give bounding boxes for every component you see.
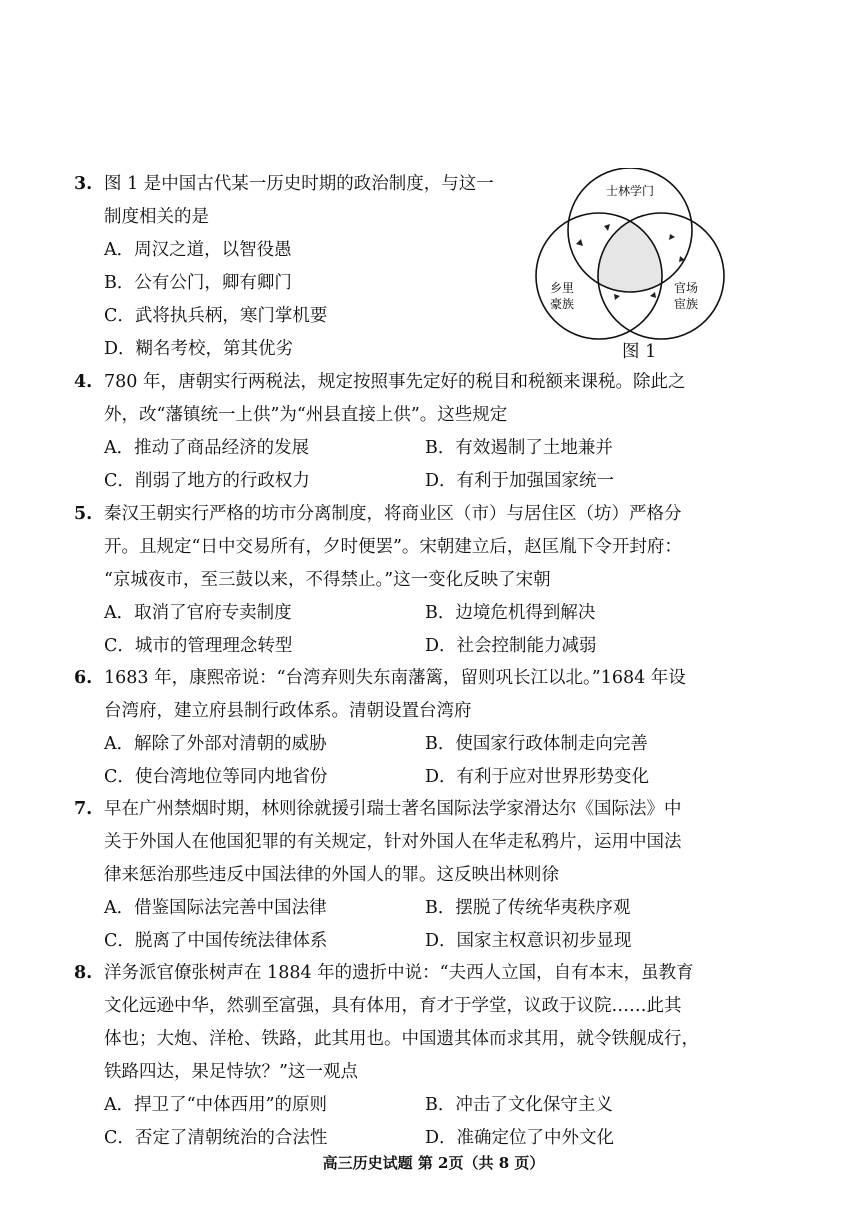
question-stem-line: 文化远逊中华，然驯至富强，具有体用，育才于学堂，议政于议院……此其	[104, 996, 682, 1016]
option-b[interactable]: B．公有公门，卿有卿门	[104, 273, 292, 293]
question-stem-line: 铁路四达，果足恃欤？”这一观点	[104, 1062, 358, 1082]
option-c[interactable]: C．武将执兵柄，寒门掌机要	[104, 306, 328, 326]
option-c[interactable]: C．削弱了地方的行政权力	[104, 471, 310, 491]
option-b[interactable]: B．边境危机得到解决	[425, 603, 596, 623]
question-4	[76, 366, 746, 498]
venn-diagram	[530, 168, 730, 363]
option-d[interactable]: D．准确定位了中外文化	[425, 1128, 615, 1148]
question-number: 4.	[74, 372, 93, 392]
option-d[interactable]: D．国家主权意识初步显现	[425, 931, 632, 951]
question-number: 5.	[74, 504, 93, 524]
option-c[interactable]: C．使台湾地位等同内地省份	[104, 767, 328, 787]
question-stem-line: 台湾府，建立府县制行政体系。清朝设置台湾府	[104, 701, 472, 721]
label-right-1: 官场	[673, 281, 699, 295]
option-a[interactable]: A．周汉之道，以智役愚	[104, 240, 292, 260]
question-stem-line: 体也；大炮、洋枪、铁路，此其用也。中国遗其体而求其用，就令铁舰成行，	[104, 1029, 699, 1049]
option-c[interactable]: C．否定了清朝统治的合法性	[104, 1128, 328, 1148]
question-7	[76, 793, 746, 958]
question-stem-line: 图 1 是中国古代某一历史时期的政治制度，与这一	[104, 174, 494, 194]
option-a[interactable]: A．借鉴国际法完善中国法律	[104, 898, 327, 918]
question-stem-line: 1683 年，康熙帝说：“台湾弃则失东南藩篱，留则巩长江以北。”1684 年设	[104, 668, 686, 688]
question-stem-line: 制度相关的是	[104, 207, 209, 227]
venn-diagram-svg	[530, 168, 730, 340]
option-d[interactable]: D．社会控制能力减弱	[425, 636, 597, 656]
option-c[interactable]: C．城市的管理理念转型	[104, 636, 293, 656]
label-right-2: 宦族	[673, 297, 699, 311]
page-footer: 高三历史试题 第 2页（共 8 页）	[322, 1154, 545, 1172]
question-stem-line: 洋务派官僚张树声在 1884 年的遗折中说：“夫西人立国，自有本末，虽教育	[104, 963, 694, 983]
label-left-2: 豪族	[549, 297, 575, 311]
question-stem-line: 关于外国人在他国犯罪的有关规定，针对外国人在华走私鸦片，运用中国法	[104, 832, 682, 852]
question-stem-line: “京城夜市，至三鼓以来，不得禁止。”这一变化反映了宋朝	[104, 570, 551, 590]
figure-caption: 图 1	[622, 342, 657, 362]
option-d[interactable]: D．糊名考校，第其优劣	[104, 339, 294, 359]
option-a[interactable]: A．推动了商品经济的发展	[104, 438, 310, 458]
question-stem-line: 开。且规定“日中交易所有，夕时便罢”。宋朝建立后，赵匡胤下令开封府：	[104, 537, 682, 557]
option-b[interactable]: B．有效遏制了土地兼并	[425, 438, 613, 458]
label-left-1: 乡里	[549, 281, 575, 295]
question-3	[76, 168, 536, 366]
option-a[interactable]: A．取消了官府专卖制度	[104, 603, 292, 623]
option-b[interactable]: B．冲击了文化保守主义	[425, 1095, 613, 1115]
question-stem-line: 外，改“藩镇统一上供”为“州县直接上供”。这些规定	[104, 405, 508, 425]
option-d[interactable]: D．有利于加强国家统一	[425, 471, 615, 491]
option-d[interactable]: D．有利于应对世界形势变化	[425, 767, 650, 787]
question-8	[76, 957, 746, 1155]
question-number: 3.	[74, 174, 93, 194]
question-5	[76, 498, 746, 663]
label-top: 士林学门	[605, 184, 655, 198]
option-c[interactable]: C．脱离了中国传统法律体系	[104, 931, 328, 951]
option-b[interactable]: B．摆脱了传统华夷秩序观	[425, 898, 631, 918]
question-stem-line: 秦汉王朝实行严格的坊市分离制度，将商业区（市）与居住区（坊）严格分	[104, 504, 682, 524]
question-6	[76, 662, 746, 794]
option-b[interactable]: B．使国家行政体制走向完善	[425, 734, 648, 754]
question-stem-line: 早在广州禁烟时期，林则徐就援引瑞士著名国际法学家滑达尔《国际法》中	[104, 799, 682, 819]
question-number: 6.	[74, 668, 93, 688]
option-a[interactable]: A．解除了外部对清朝的威胁	[104, 734, 327, 754]
question-stem-line: 780 年，唐朝实行两税法，规定按照事先定好的税目和税额来课税。除此之	[104, 372, 686, 392]
question-number: 7.	[74, 799, 93, 819]
question-number: 8.	[74, 963, 93, 983]
question-stem-line: 律来惩治那些违反中国法律的外国人的罪。这反映出林则徐	[104, 865, 559, 885]
option-a[interactable]: A．捍卫了“中体西用”的原则	[104, 1095, 328, 1115]
